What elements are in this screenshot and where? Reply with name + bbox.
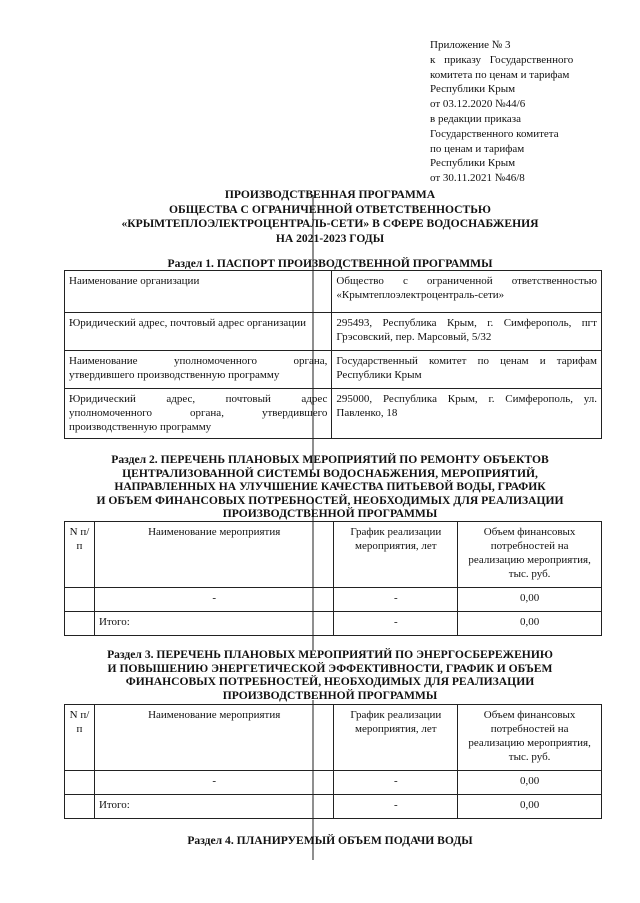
- table-row: [65, 389, 602, 439]
- stamp-line: от 03.12.2020 №44/6: [430, 98, 526, 111]
- table-header-row: [65, 522, 602, 588]
- stamp-line: комитета по ценам и тарифам: [430, 68, 570, 81]
- stamp-line: Республики Крым: [430, 157, 516, 170]
- total-volume: 0,00: [458, 612, 602, 636]
- table-row: [65, 771, 602, 795]
- cell-name: -: [94, 771, 333, 795]
- title-line: НА 2021-2023 ГОДЫ: [275, 231, 385, 245]
- section3-table: [64, 704, 602, 819]
- col-header-volume: Объем финансовых потребностей на реализацию мероприятия, тыс. руб.: [458, 522, 602, 588]
- passport-table: [64, 270, 602, 439]
- total-label: Итого:: [94, 795, 333, 819]
- col-header-name: Наименование мероприятия: [94, 705, 333, 771]
- passport-label: Юридический адрес, почтовый адрес организации: [65, 313, 332, 351]
- col-header-schedule: График реализации мероприятия, лет: [334, 705, 458, 771]
- heading-line: ЦЕНТРАЛИЗОВАННОЙ СИСТЕМЫ ВОДОСНАБЖЕНИЯ, МЕРОПРИЯТИЙ,: [122, 466, 538, 480]
- table-row: [65, 588, 602, 612]
- section1-heading: Раздел 1. ПАСПОРТ ПРОИЗВОДСТВЕННОЙ ПРОГРАММЫ: [167, 257, 493, 270]
- cell-volume: 0,00: [458, 588, 602, 612]
- section3-heading: [40, 648, 620, 702]
- section2-heading: [40, 453, 620, 521]
- passport-label: Юридический адрес, почтовый адрес уполномоченного органа, утвердившего производственную программу: [65, 389, 332, 439]
- col-header-schedule: График реализации мероприятия, лет: [334, 522, 458, 588]
- cell-volume: 0,00: [458, 771, 602, 795]
- col-header-volume: Объем финансовых потребностей на реализацию мероприятия, тыс. руб.: [458, 705, 602, 771]
- heading-line: НАПРАВЛЕННЫХ НА УЛУЧШЕНИЕ КАЧЕСТВА ПИТЬЕВОЙ ВОДЫ, ГРАФИК: [114, 480, 546, 493]
- col-header-name: Наименование мероприятия: [94, 522, 333, 588]
- cell-name: -: [94, 588, 333, 612]
- total-schedule: -: [334, 612, 458, 636]
- stamp-line: от 30.11.2021 №46/8: [430, 172, 525, 185]
- col-header-num: N п/п: [65, 705, 95, 771]
- stamp-line: к приказу Государственного: [430, 53, 574, 66]
- title-line: ПРОИЗВОДСТВЕННАЯ ПРОГРАММА: [224, 188, 436, 201]
- stamp-line: Государственного комитета: [430, 127, 559, 140]
- table-row: [65, 313, 602, 351]
- section2-table: [64, 521, 602, 636]
- stamp-line: в редакции приказа: [430, 112, 521, 125]
- passport-value: 295000, Республика Крым, г. Симферополь, ул. Павленко, 18: [332, 389, 602, 439]
- cell-schedule: -: [334, 771, 458, 795]
- heading-line: Раздел 2. ПЕРЕЧЕНЬ ПЛАНОВЫХ МЕРОПРИЯТИЙ ПО РЕМОНТУ ОБЪЕКТОВ: [111, 453, 549, 466]
- stamp-line: по ценам и тарифам: [430, 142, 525, 155]
- section4-heading: Раздел 4. ПЛАНИРУЕМЫЙ ОБЪЕМ ПОДАЧИ ВОДЫ: [187, 834, 473, 847]
- table-total-row: [65, 612, 602, 636]
- cell-num: [65, 771, 95, 795]
- cell-num: [65, 612, 95, 636]
- title-line: «КРЫМТЕПЛОЭЛЕКТРОЦЕНТРАЛЬ-СЕТИ» В СФЕРЕ ВОДОСНАБЖЕНИЯ: [121, 217, 539, 230]
- table-row: [65, 351, 602, 389]
- passport-value: Государственный комитет по ценам и тарифам Республики Крым: [332, 351, 602, 389]
- table-total-row: [65, 795, 602, 819]
- heading-line: ПРОИЗВОДСТВЕННОЙ ПРОГРАММЫ: [222, 507, 438, 520]
- cell-num: [65, 795, 95, 819]
- passport-label: Наименование организации: [65, 271, 332, 313]
- passport-value: 295493, Республика Крым, г. Симферополь, пгт Грэсовский, пер. Марсовый, 5/32: [332, 313, 602, 351]
- heading-line: И ПОВЫШЕНИЮ ЭНЕРГЕТИЧЕСКОЙ ЭФФЕКТИВНОСТИ, ГРАФИК И ОБЪЕМ: [107, 661, 553, 675]
- heading-line: И ОБЪЕМ ФИНАНСОВЫХ ПОТРЕБНОСТЕЙ, НЕОБХОДИМЫХ ДЛЯ РЕАЛИЗАЦИИ: [96, 493, 564, 507]
- cell-num: [65, 588, 95, 612]
- document-title: [40, 188, 620, 246]
- approval-stamp: [430, 38, 630, 186]
- table-header-row: [65, 705, 602, 771]
- total-label: Итого:: [94, 612, 333, 636]
- col-header-num: N п/п: [65, 522, 95, 588]
- cell-schedule: -: [334, 588, 458, 612]
- heading-line: ПРОИЗВОДСТВЕННОЙ ПРОГРАММЫ: [222, 688, 438, 702]
- heading-line: ФИНАНСОВЫХ ПОТРЕБНОСТЕЙ, НЕОБХОДИМЫХ ДЛЯ РЕАЛИЗАЦИИ: [125, 675, 535, 688]
- title-line: ОБЩЕСТВА С ОГРАНИЧЕННОЙ ОТВЕТСТВЕННОСТЬЮ: [169, 202, 491, 216]
- passport-value: Общество с ограниченной ответственностью «Крымтеплоэлектроцентраль-сети»: [332, 271, 602, 313]
- passport-label: Наименование уполномоченного органа, утвердившего производственную программу: [65, 351, 332, 389]
- table-row: [65, 271, 602, 313]
- total-schedule: -: [334, 795, 458, 819]
- heading-line: Раздел 3. ПЕРЕЧЕНЬ ПЛАНОВЫХ МЕРОПРИЯТИЙ ПО ЭНЕРГОСБЕРЕЖЕНИЮ: [107, 648, 553, 661]
- stamp-line: Республики Крым: [430, 83, 516, 96]
- total-volume: 0,00: [458, 795, 602, 819]
- stamp-line: Приложение № 3: [430, 39, 511, 51]
